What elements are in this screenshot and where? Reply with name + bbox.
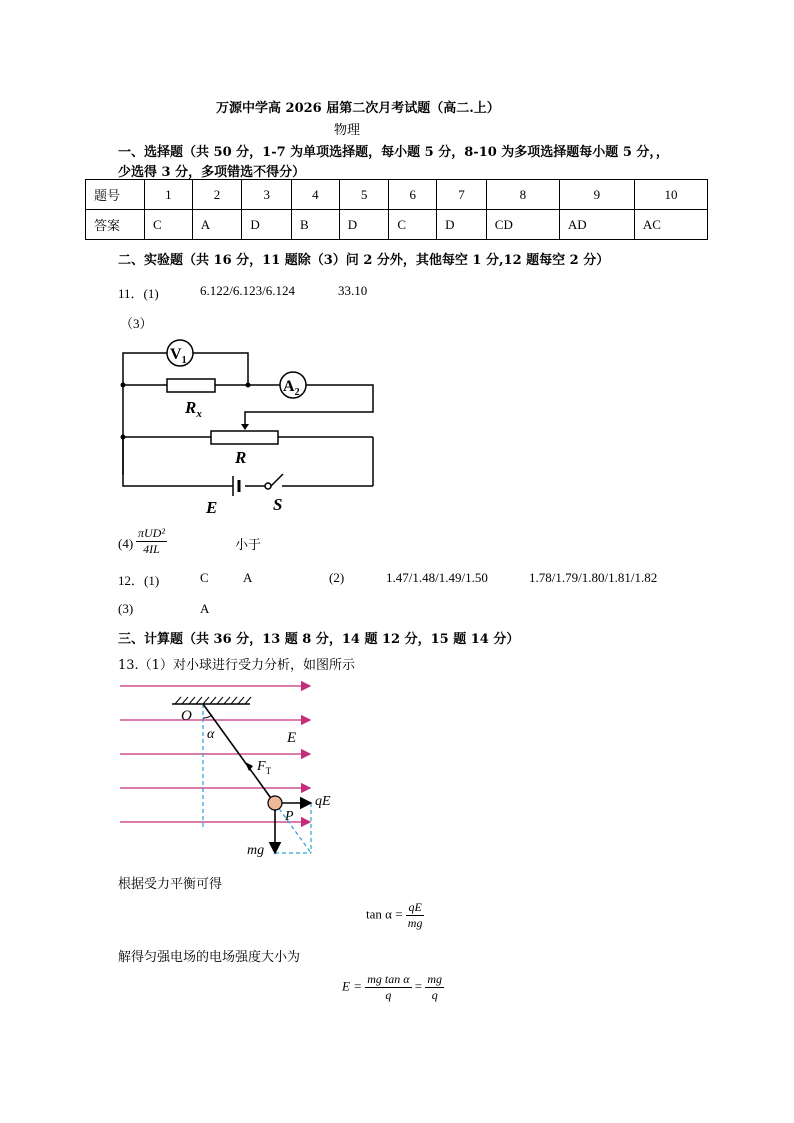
eq2-equals: = xyxy=(414,978,423,994)
q12-answer-5: A xyxy=(200,601,210,616)
question-number: 5 xyxy=(339,180,389,210)
section3-heading: 三、计算题（共 36 分，13 题 8 分，14 题 12 分，15 题 14 分） xyxy=(118,632,520,647)
eq2-denominator-1: q xyxy=(385,988,392,1002)
force-diagram xyxy=(115,678,345,863)
answer-row xyxy=(86,210,708,240)
q12-answer-4: 1.78/1.79/1.80/1.81/1.82 xyxy=(529,570,658,585)
q11-part4-numerator: πUD² xyxy=(138,526,165,540)
question-number: 4 xyxy=(292,180,340,210)
answer-cell: B xyxy=(292,210,340,240)
q12-answer-3: 1.47/1.48/1.49/1.50 xyxy=(386,570,488,585)
mg-label: mg xyxy=(247,843,265,858)
junction-dot xyxy=(121,383,126,388)
q12-answer-1: C xyxy=(200,570,209,585)
eq2-lhs: E = xyxy=(342,978,362,994)
q11-part4-label: (4) xyxy=(118,536,134,551)
section1-heading-line1: 一、选择题（共 50 分，1-7 为单项选择题，每小题 5 分，8-10 为多项选择题每小题 5 分，， xyxy=(118,145,669,160)
question-number: 2 xyxy=(192,180,242,210)
eq2-numerator-1: mg tan α xyxy=(367,972,410,986)
q11-answer-2: 33.10 xyxy=(338,283,368,298)
circuit-diagram xyxy=(115,335,385,520)
alpha-label: α xyxy=(207,727,215,742)
question-number-row xyxy=(86,180,708,210)
answer-cell: A xyxy=(192,210,242,240)
q13-intro: 13.（1）对小球进行受力分析，如图所示 xyxy=(118,658,355,673)
q12-part2-label: (2) xyxy=(329,570,345,585)
row-label-question: 题号 xyxy=(86,180,145,210)
answer-cell: AC xyxy=(634,210,707,240)
answer-cell: D xyxy=(339,210,389,240)
junction-dot xyxy=(246,383,251,388)
q12-answer-2: A xyxy=(243,570,253,585)
answer-cell: C xyxy=(389,210,437,240)
answer-cell: D xyxy=(242,210,292,240)
balance-text: 根据受力平衡可得 xyxy=(118,877,223,892)
tension-label: $F_T$ xyxy=(257,759,272,776)
qe-label: qE xyxy=(315,794,331,809)
string xyxy=(203,704,273,801)
answer-cell: CD xyxy=(486,210,559,240)
rx-label: $R_x$ xyxy=(185,398,202,420)
slider-arrow-icon xyxy=(241,424,249,430)
ceiling-hatch xyxy=(175,697,251,704)
v1-label: $V_1$ xyxy=(170,346,187,366)
answer-cell: AD xyxy=(559,210,634,240)
resistor-rx xyxy=(167,379,215,392)
r-label: R xyxy=(235,448,247,467)
eq2-numerator-2: mg xyxy=(427,972,443,986)
section1-heading-line2: 少选得 3 分，多项错选不得分） xyxy=(118,165,306,180)
q11-part4-denominator: 4IL xyxy=(143,542,160,556)
subject-label: 物理 xyxy=(334,123,361,138)
point-o-label: O xyxy=(181,708,192,724)
switch-pivot xyxy=(265,483,271,489)
junction-dot xyxy=(121,435,126,440)
equation-2 xyxy=(342,972,444,1003)
row-label-answer: 答案 xyxy=(86,210,145,240)
charged-ball xyxy=(268,796,282,810)
question-number: 3 xyxy=(242,180,292,210)
q12-label: 12．(1) xyxy=(118,573,160,588)
q12-part3-label: (3) xyxy=(118,601,134,616)
question-number: 7 xyxy=(437,180,487,210)
q11-part3-label: （3） xyxy=(120,316,153,331)
rheostat-r xyxy=(211,431,278,444)
a2-label: $A_2$ xyxy=(283,378,300,398)
eq2-denominator-2: q xyxy=(431,988,438,1002)
question-number: 8 xyxy=(486,180,559,210)
answer-cell: D xyxy=(437,210,487,240)
q11-answer-1: 6.122/6.123/6.124 xyxy=(200,283,295,298)
eq1-lhs: tan α = xyxy=(366,906,403,922)
eq1-numerator: qE xyxy=(406,900,425,916)
q11-part4-answer: 小于 xyxy=(235,538,262,553)
s-label: S xyxy=(273,495,283,514)
question-number: 9 xyxy=(559,180,634,210)
equation-1 xyxy=(366,900,424,931)
section2-heading: 二、实验题（共 16 分，11 题除（3）问 2 分外，其他每空 1 分,12 题每空 2 分） xyxy=(118,253,610,268)
tension-arrow-icon xyxy=(245,762,253,771)
eq1-denominator: mg xyxy=(407,916,423,930)
point-p-label: P xyxy=(285,809,294,824)
answer-cell: C xyxy=(145,210,193,240)
e-label: E xyxy=(206,498,218,517)
q11-label: 11．(1) xyxy=(118,286,159,301)
q11-part4-fraction xyxy=(136,526,167,557)
answer-table xyxy=(85,179,708,240)
question-number: 6 xyxy=(389,180,437,210)
field-e-label: E xyxy=(287,730,297,746)
solve-text: 解得匀强电场的电场强度大小为 xyxy=(118,950,301,965)
question-number: 10 xyxy=(634,180,707,210)
page-title: 万源中学高 2026 届第二次月考试题（高二.上） xyxy=(216,101,500,116)
question-number: 1 xyxy=(145,180,193,210)
